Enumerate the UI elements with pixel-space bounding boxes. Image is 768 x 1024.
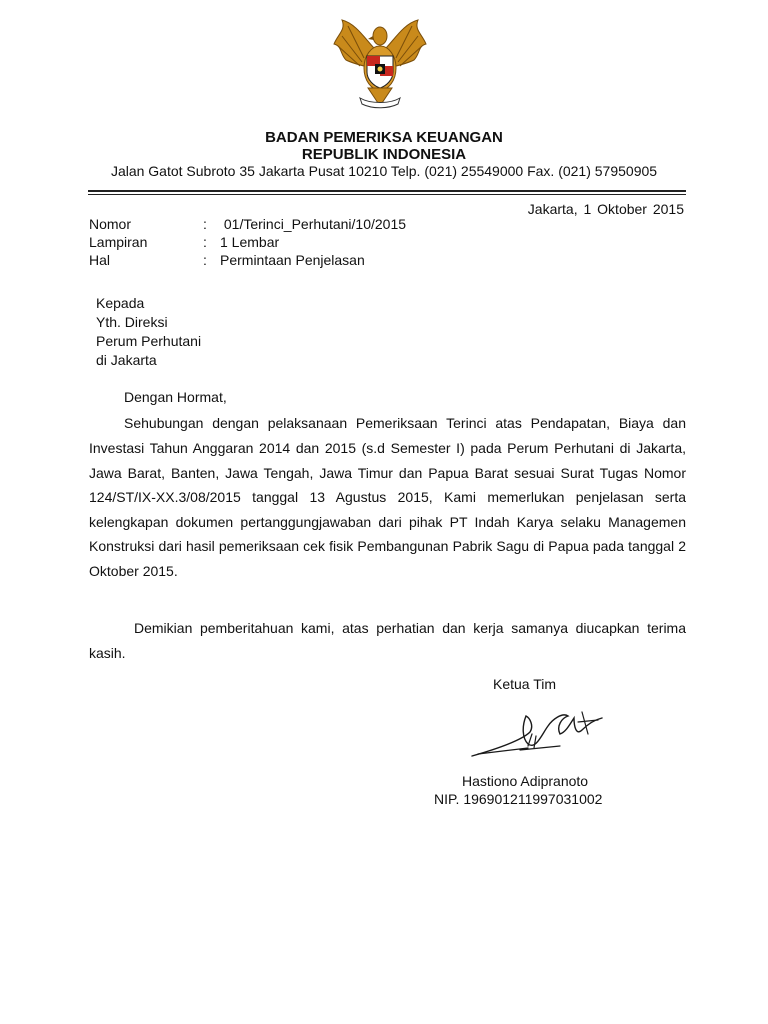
paragraph1-line6: Konstruksi dari hasil pemeriksaan cek fisik Pembangunan Pabrik Sagu di Papua pada tanggal 2 [89,538,686,554]
signature-mark [470,704,610,762]
meta-key: Lampiran [89,234,148,250]
paragraph1-line3: Jawa Barat, Banten, Jawa Tengah, Jawa Timur dan Papua Barat sesuai Surat Tugas Nomor [89,465,686,481]
meta-value: 1 Lembar [220,234,280,250]
org-address: Jalan Gatot Subroto 35 Jakarta Pusat 10210 Telp. (021) 25549000 Fax. (021) 57950905 [110,163,658,179]
paragraph1-line7: Oktober 2015. [89,563,178,579]
paragraph1-line1: Sehubungan dengan pelaksanaan Pemeriksaan Terinci atas Pendapatan, Biaya dan [124,415,686,431]
garuda-emblem-icon [320,14,440,112]
meta-colon: : [203,252,207,268]
meta-colon: : [203,234,207,250]
header-divider-thick [88,190,686,193]
salutation: Dengan Hormat, [124,389,227,405]
signer-title: Ketua Tim [493,676,557,692]
paragraph1-line4: 124/ST/IX-XX.3/08/2015 tanggal 13 Agustus 2015, Kami memerlukan penjelasan serta [89,489,686,505]
meta-key: Nomor [89,216,132,232]
signer-nip: NIP. 196901211997031002 [434,791,603,807]
meta-value: Permintaan Penjelasan [220,252,365,268]
recipient-line1: Kepada [96,295,145,311]
paragraph2-line1: Demikian pemberitahuan kami, atas perhatian dan kerja samanya diucapkan terima [134,620,686,636]
meta-value: 01/Terinci_Perhutani/10/2015 [220,216,407,232]
meta-colon: : [203,216,207,232]
paragraph1-line5: kelengkapan dokumen pertanggungjawaban dari pihak PT Indah Karya selaku Managemen [89,514,686,530]
signer-name: Hastiono Adipranoto [462,773,589,789]
recipient-line3: Perum Perhutani [96,333,202,349]
letter-date: Jakarta, 1 Oktober 2015 [527,201,684,217]
paragraph2-line2: kasih. [89,645,126,661]
org-name-line2: REPUBLIK INDONESIA [301,146,467,163]
recipient-line2: Yth. Direksi [96,314,168,330]
recipient-line4: di Jakarta [96,352,157,368]
org-name-line1: BADAN PEMERIKSA KEUANGAN [265,129,503,146]
meta-key: Hal [89,252,111,268]
paragraph1-line2: Investasi Tahun Anggaran 2014 dan 2015 (s.d Semester I) pada Perum Perhutani di Jakarta, [89,440,686,456]
header-divider-thin [88,194,686,196]
